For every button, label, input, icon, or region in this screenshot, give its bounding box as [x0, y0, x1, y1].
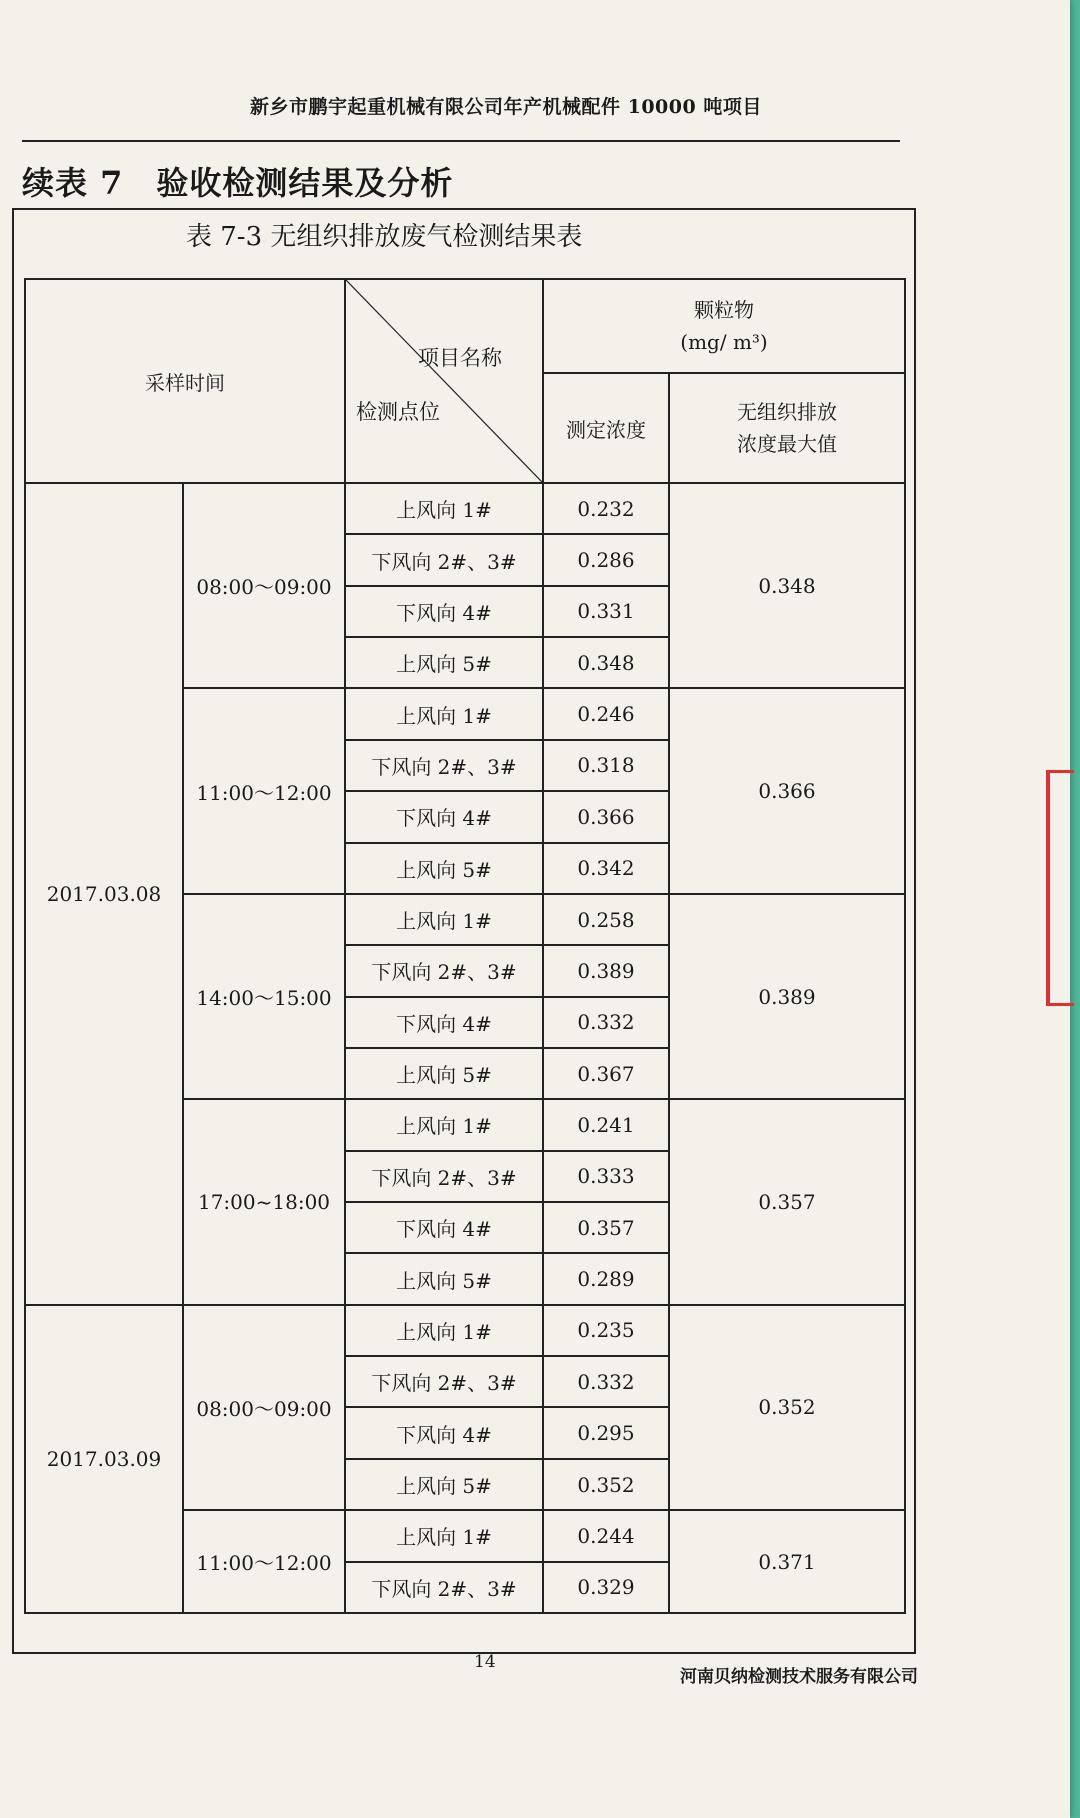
cell-monitoring-point: 下风向 2#、3#: [345, 534, 543, 585]
cell-time-period: 08:00～09:00: [183, 1305, 345, 1510]
header-max-line1: 无组织排放: [737, 400, 837, 424]
cell-monitoring-point: 下风向 4#: [345, 1407, 543, 1458]
diagonal-line: [346, 280, 542, 482]
cell-measured-value: 0.258: [543, 894, 669, 945]
header-monitoring-point: 检测点位: [356, 400, 440, 424]
header-diagonal-cell: [345, 279, 543, 483]
cell-measured-value: 0.329: [543, 1562, 669, 1613]
cell-monitoring-point: 下风向 2#、3#: [345, 1562, 543, 1613]
cell-measured-value: 0.289: [543, 1253, 669, 1304]
cell-measured-value: 0.389: [543, 945, 669, 996]
cell-monitoring-point: 上风向 1#: [345, 688, 543, 739]
cell-max-value: 0.371: [669, 1510, 905, 1613]
cell-time-period: 11:00～12:00: [183, 688, 345, 893]
cell-monitoring-point: 下风向 2#、3#: [345, 1151, 543, 1202]
header-particulate: [543, 279, 905, 373]
cell-max-value: 0.348: [669, 483, 905, 688]
cell-max-value: 0.389: [669, 894, 905, 1099]
page-number: 14: [474, 1652, 496, 1672]
cell-measured-value: 0.366: [543, 791, 669, 842]
cell-measured-value: 0.367: [543, 1048, 669, 1099]
table-body: [25, 483, 905, 1613]
header-divider: [22, 140, 900, 142]
red-seal-stamp: [1046, 770, 1074, 1006]
cell-measured-value: 0.333: [543, 1151, 669, 1202]
header-max-concentration: [669, 373, 905, 483]
header-max-line2: 浓度最大值: [737, 432, 837, 456]
table-caption: 表 7-3 无组织排放废气检测结果表: [186, 222, 583, 252]
header-item-name: 项目名称: [418, 346, 502, 370]
header-particulate-label: 颗粒物: [694, 298, 754, 322]
header-measured-concentration: 测定浓度: [543, 373, 669, 483]
cell-max-value: 0.366: [669, 688, 905, 893]
cell-time-period: 14:00～15:00: [183, 894, 345, 1099]
cell-monitoring-point: 下风向 4#: [345, 997, 543, 1048]
cell-max-value: 0.357: [669, 1099, 905, 1304]
cell-monitoring-point: 下风向 4#: [345, 586, 543, 637]
cell-measured-value: 0.232: [543, 483, 669, 534]
cell-measured-value: 0.286: [543, 534, 669, 585]
cell-date: 2017.03.08: [25, 483, 183, 1305]
cell-monitoring-point: 下风向 2#、3#: [345, 1356, 543, 1407]
cell-measured-value: 0.342: [543, 843, 669, 894]
cell-monitoring-point: 下风向 4#: [345, 791, 543, 842]
cell-monitoring-point: 上风向 1#: [345, 1099, 543, 1150]
table-row: [25, 483, 905, 534]
cell-monitoring-point: 上风向 5#: [345, 1048, 543, 1099]
cell-measured-value: 0.295: [543, 1407, 669, 1458]
cell-measured-value: 0.241: [543, 1099, 669, 1150]
cell-measured-value: 0.352: [543, 1459, 669, 1510]
cell-monitoring-point: 上风向 5#: [345, 1253, 543, 1304]
cell-time-period: 08:00～09:00: [183, 483, 345, 688]
cell-monitoring-point: 下风向 4#: [345, 1202, 543, 1253]
cell-measured-value: 0.246: [543, 688, 669, 739]
cell-max-value: 0.352: [669, 1305, 905, 1510]
emission-results-table: [24, 278, 906, 1614]
header-sampling-time: 采样时间: [25, 279, 345, 483]
footer-company: 河南贝纳检测技术服务有限公司: [680, 1667, 918, 1687]
cell-monitoring-point: 上风向 5#: [345, 637, 543, 688]
cell-monitoring-point: 上风向 1#: [345, 894, 543, 945]
report-header-title: 新乡市鹏宇起重机械有限公司年产机械配件 10000 吨项目: [250, 96, 762, 118]
cell-monitoring-point: 上风向 1#: [345, 483, 543, 534]
cell-time-period: 17:00~18:00: [183, 1099, 345, 1304]
cell-measured-value: 0.348: [543, 637, 669, 688]
cell-time-period: 11:00～12:00: [183, 1510, 345, 1613]
section-title: 续表 7 验收检测结果及分析: [22, 164, 454, 202]
cell-monitoring-point: 下风向 2#、3#: [345, 945, 543, 996]
table-row: [25, 1305, 905, 1356]
header-unit: (mg/ m³): [680, 330, 768, 354]
cell-measured-value: 0.332: [543, 997, 669, 1048]
cell-monitoring-point: 上风向 5#: [345, 843, 543, 894]
cell-monitoring-point: 下风向 2#、3#: [345, 740, 543, 791]
cell-measured-value: 0.235: [543, 1305, 669, 1356]
cell-measured-value: 0.331: [543, 586, 669, 637]
cell-measured-value: 0.357: [543, 1202, 669, 1253]
cell-measured-value: 0.318: [543, 740, 669, 791]
cell-measured-value: 0.244: [543, 1510, 669, 1561]
cell-monitoring-point: 上风向 5#: [345, 1459, 543, 1510]
cell-measured-value: 0.332: [543, 1356, 669, 1407]
cell-monitoring-point: 上风向 1#: [345, 1305, 543, 1356]
cell-monitoring-point: 上风向 1#: [345, 1510, 543, 1561]
cell-date: 2017.03.09: [25, 1305, 183, 1613]
